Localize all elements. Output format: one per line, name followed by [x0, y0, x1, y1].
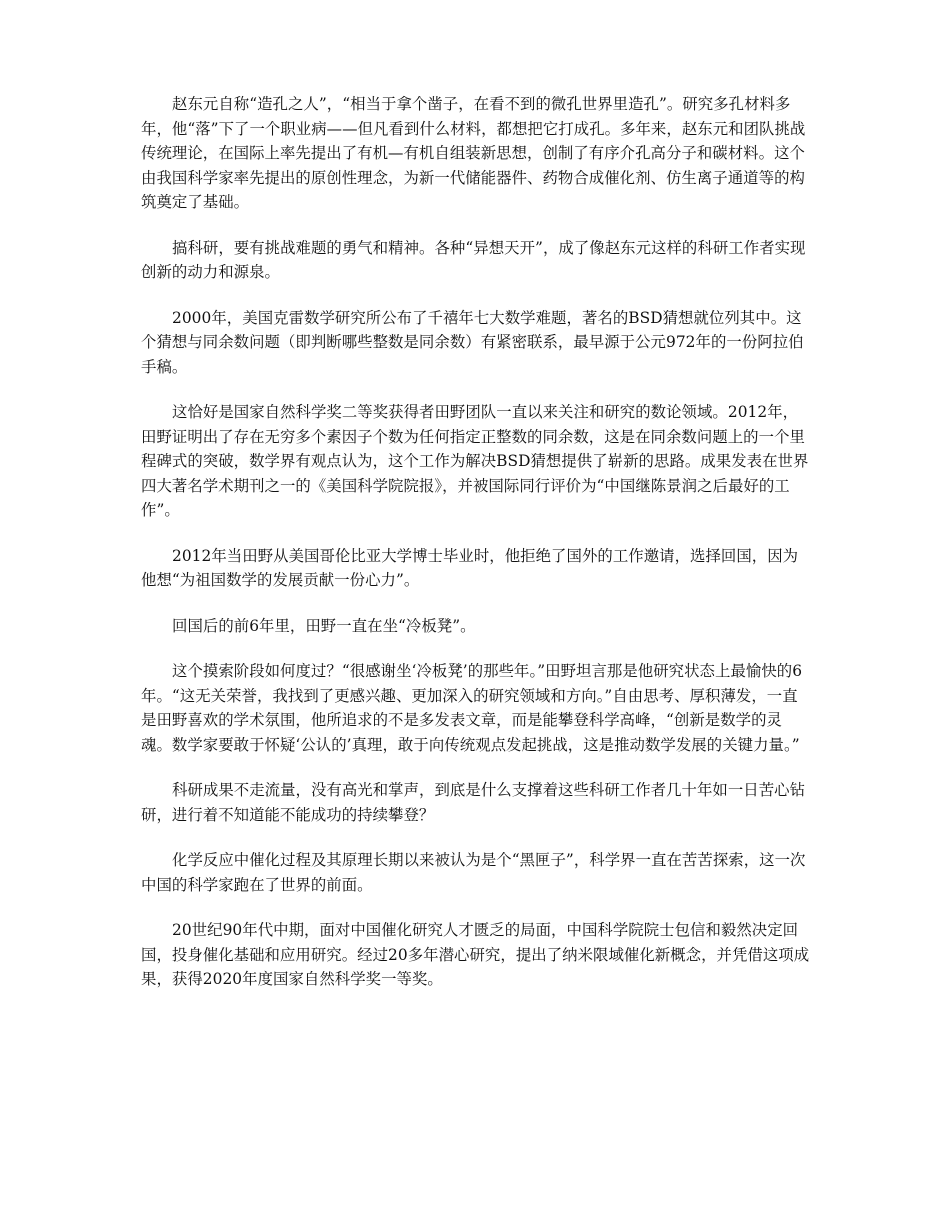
paragraph-research-reflection: 这个摸索阶段如何度过？“很感谢坐‘冷板凳’的那些年。”田野坦言那是他研究状态上最愉快的6年。“这无关荣誉，我找到了更感兴趣、更加深入的研究领域和方向。”自由思考、厚积薄发，一直是田野喜欢的学术氛围，他所追求的不是多发表文章，而是能攀登科学高峰，“创新是数学的灵魂。数学家要敢于怀疑‘公认的’真理，敢于向传统观点发起挑战，这是推动数学发展的关键力量。” [141, 662, 803, 754]
paragraph-persistence-question: 科研成果不走流量，没有高光和掌声，到底是什么支撑着这些科研工作者几十年如一日苦心钻研，进行着不知道能不能成功的持续攀登？ [141, 781, 806, 824]
paragraph-zhao-dongyuan-intro: 赵东元自称“造孔之人”，“相当于拿个凿子，在看不到的微孔世界里造孔”。研究多孔材料多年，他“落”下了一个职业病——但凡看到什么材料，都想把它打成孔。多年来，赵东元和团队挑战传统理论，在国际上率先提出了有机—有机自组装新思想，创制了有序介孔高分子和碳材料。这个由我国科学家率先提出的原创性理念，为新一代储能器件、药物合成催化剂、仿生离子通道等的构筑奠定了基础。 [141, 95, 806, 211]
paragraph-tian-ye-achievement: 这恰好是国家自然科学奖二等奖获得者田野团队一直以来关注和研究的数论领域。2012年，田野证明出了存在无穷多个素因子个数为任何指定正整数的同余数，这是在同余数问题上的一个里程碑式的突破，数学界有观点认为，这个工作为解决BSD猜想提供了崭新的思路。成果发表在世界四大著名学术期刊之一的《美国科学院院报》，并被国际同行评价为“中国继陈景润之后最好的工作”。 [141, 403, 809, 519]
paragraph-bao-xinhe: 20世纪90年代中期，面对中国催化研究人才匮乏的局面，中国科学院院士包信和毅然决定回国，投身催化基础和应用研究。经过20多年潜心研究，提出了纳米限域催化新概念，并凭借这项成果，获得2020年度国家自然科学奖一等奖。 [141, 921, 810, 988]
paragraph-return-home: 2012年当田野从美国哥伦比亚大学博士毕业时，他拒绝了国外的工作邀请，选择回国，因为他想“为祖国数学的发展贡献一份心力”。 [141, 546, 799, 589]
paragraph-scientific-courage: 搞科研，要有挑战难题的勇气和精神。各种“异想天开”，成了像赵东元这样的科研工作者实现创新的动力和源泉。 [141, 238, 806, 281]
article-body [141, 92, 811, 1013]
paragraph-cold-bench: 回国后的前6年里，田野一直在坐“冷板凳”。 [172, 616, 476, 635]
paragraph-catalysis-black-box: 化学反应中催化过程及其原理长期以来被认为是个“黑匣子”，科学界一直在苦苦探索，这一次中国的科学家跑在了世界的前面。 [141, 851, 806, 894]
paragraph-bsd-conjecture: 2000年，美国克雷数学研究所公布了千禧年七大数学难题，著名的BSD猜想就位列其中。这个猜想与同余数问题（即判断哪些整数是同余数）有紧密联系，最早源于公元972年的一份阿拉伯手稿。 [141, 308, 804, 376]
